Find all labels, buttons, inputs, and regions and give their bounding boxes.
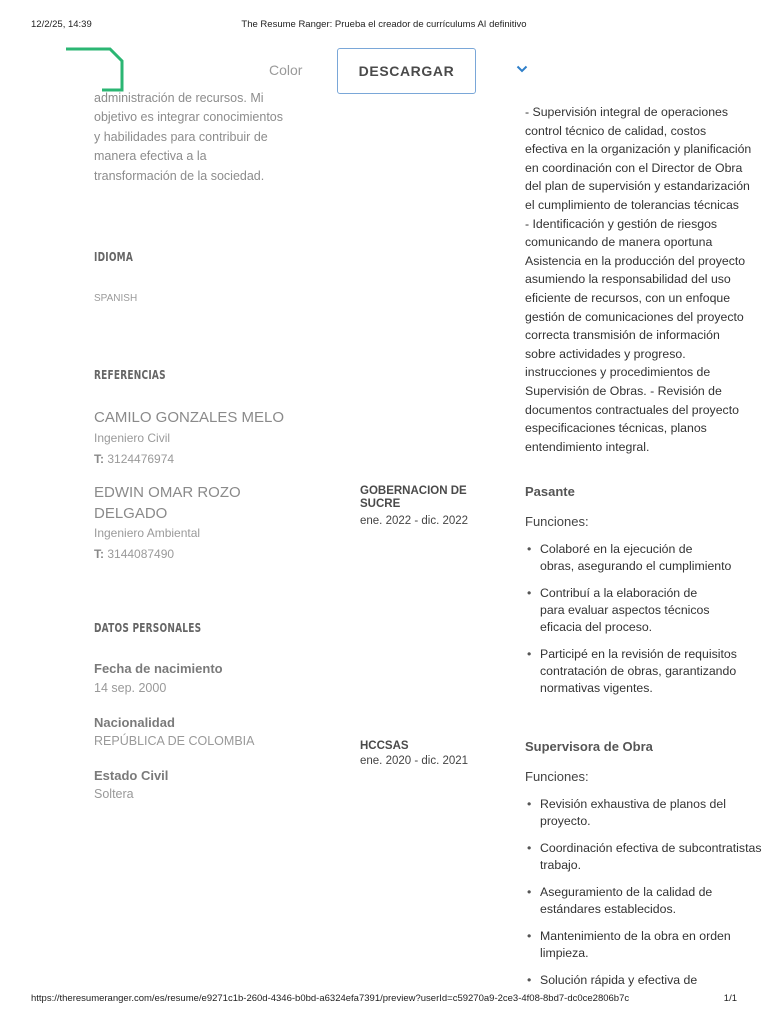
profile-summary [94, 91, 314, 186]
job-bullets [525, 796, 768, 989]
job-bullets [525, 541, 768, 697]
description-line: correcta transmisión de información [525, 328, 720, 343]
job-org-dates [360, 485, 485, 528]
bullet-line: obras, asegurando el cumplimiento [540, 559, 732, 573]
job-title: Supervisora de Obra [525, 739, 653, 754]
functions-label: Funciones: [525, 769, 589, 784]
profile-line: y habilidades para contribuir de [94, 129, 268, 144]
page-number: 1/1 [723, 993, 737, 1004]
bullet-line: limpieza. [540, 946, 589, 960]
job-entry [525, 739, 768, 989]
description-line: asumiendo la responsabilidad del uso [525, 272, 731, 287]
reference-name: CAMILO GONZALES MELO [94, 409, 285, 426]
description-line: efectiva en la organización y planificación [525, 142, 752, 157]
description-line: - Supervisión integral de operaciones [525, 105, 729, 119]
phone-number: 3144087490 [107, 547, 175, 561]
description-line: entendimiento integral. [525, 439, 650, 454]
bullet-line: normativas vigentes. [540, 681, 653, 695]
nationality-label: Nacionalidad [94, 715, 175, 730]
profile-line: objetivo es integrar conocimientos [94, 110, 283, 124]
bullet-line: • Solución rápida y efectiva de [540, 973, 698, 987]
profile-clipped-line: administración de recursos. Mi [94, 91, 264, 105]
print-footer [0, 993, 768, 1007]
bullet-line: • Revisión exhaustiva de planos del [540, 797, 726, 811]
bullet-line: • Participé en la revisión de requisitos [540, 647, 737, 661]
bullet-line: contratación de obras, garantizando [540, 664, 737, 678]
job-dates: ene. 2020 - dic. 2021 [360, 755, 469, 767]
color-option[interactable]: Color [269, 62, 303, 78]
description-line: - Identificación y gestión de riesgos [525, 216, 718, 231]
description-line: comunicando de manera oportuna [525, 235, 713, 250]
bullet-line: proyecto. [540, 814, 591, 828]
reference-role: Ingeniero Civil [94, 431, 171, 445]
bullet-line: para evaluar aspectos técnicos [540, 603, 710, 617]
bullet-item [525, 884, 768, 918]
experience-description [525, 103, 768, 454]
bullet-item [525, 541, 768, 575]
phone-label: T: [94, 547, 104, 561]
description-line: del plan de supervisión y estandarización [525, 179, 750, 194]
description-line: instrucciones y procedimientos de [525, 365, 711, 380]
references-section-title: REFERENCIAS [94, 367, 166, 382]
bullet-line: • Mantenimiento de la obra en orden [540, 929, 731, 943]
reference-phone [94, 452, 174, 466]
chevron-down-icon [516, 65, 528, 73]
language-value: SPANISH [94, 293, 138, 304]
bullet-item [525, 585, 768, 636]
job-dates: ene. 2022 - dic. 2022 [360, 515, 469, 527]
description-line: en coordinación con el Director de Obra [525, 160, 743, 175]
job-org-dates [360, 740, 485, 768]
bullet-line: • Colaboré en la ejecución de [540, 542, 693, 556]
print-datetime: 12/2/25, 14:39 [31, 19, 92, 30]
phone-label: T: [94, 452, 104, 466]
bullet-line: estándares establecidos. [540, 902, 677, 916]
description-line: documentos contractuales del proyecto [525, 402, 739, 417]
bullet-line: • Coordinación efectiva de subcontratistas [540, 841, 762, 855]
description-line: Asistencia en la producción del proyecto [525, 253, 746, 268]
birthdate-value: 14 sep. 2000 [94, 681, 167, 695]
description-line: control técnico de calidad, costos [525, 123, 707, 138]
download-options-dropdown[interactable] [478, 48, 568, 92]
job-organization: GOBERNACION DE SUCRE [360, 485, 467, 510]
reference-phone [94, 547, 174, 561]
bullet-line: • Aseguramiento de la calidad de [540, 885, 713, 899]
bullet-item [525, 928, 768, 962]
birthdate-label: Fecha de nacimiento [94, 661, 223, 676]
page-url: https://theresumeranger.com/es/resume/e9271c1b-260d-4346-b0bd-a6324efa7391/preview?userId=c59270a9-2ce3-4f08-8bd7-dc0ce2806b7c [31, 993, 630, 1004]
reference-role: Ingeniero Ambiental [94, 526, 201, 540]
bullet-item [525, 840, 768, 874]
marital-status-label: Estado Civil [94, 768, 169, 783]
job-organization: HCCSAS [360, 740, 409, 752]
brand-logo-icon[interactable] [66, 46, 124, 92]
description-line: Supervisión de Obras. - Revisión de [525, 383, 722, 398]
bullet-item [525, 796, 768, 830]
description-line: eficiente de recursos, con un enfoque [525, 290, 731, 305]
profile-line: transformación de la sociedad. [94, 168, 265, 183]
functions-label: Funciones: [525, 514, 589, 529]
bullet-item [525, 646, 768, 697]
phone-number: 3124476974 [107, 452, 175, 466]
language-section-title: IDIOMA [94, 249, 134, 264]
nationality-value: REPÚBLICA DE COLOMBIA [94, 734, 255, 748]
personal-data-section-title: DATOS PERSONALES [94, 620, 202, 635]
marital-status-value: Soltera [94, 787, 134, 801]
description-line: gestión de comunicaciones del proyecto [525, 309, 744, 324]
bullet-line: • Contribuí a la elaboración de [540, 586, 698, 600]
bullet-line: eficacia del proceso. [540, 620, 653, 634]
profile-line: manera efectiva a la [94, 149, 207, 163]
description-line: especificaciones técnicas, planos [525, 421, 707, 436]
print-header [0, 19, 768, 33]
job-title: Pasante [525, 484, 575, 499]
description-line: sobre actividades y progreso. [525, 346, 686, 361]
bullet-line: trabajo. [540, 858, 582, 872]
job-entry [525, 484, 768, 707]
download-button[interactable]: DESCARGAR [337, 48, 476, 94]
print-page-title: The Resume Ranger: Prueba el creador de currículums AI definitivo [241, 19, 527, 30]
reference-name: EDWIN OMAR ROZO DELGADO [94, 484, 241, 522]
bullet-item [525, 972, 768, 989]
description-line: el cumplimiento de tolerancias técnicas [525, 197, 739, 212]
